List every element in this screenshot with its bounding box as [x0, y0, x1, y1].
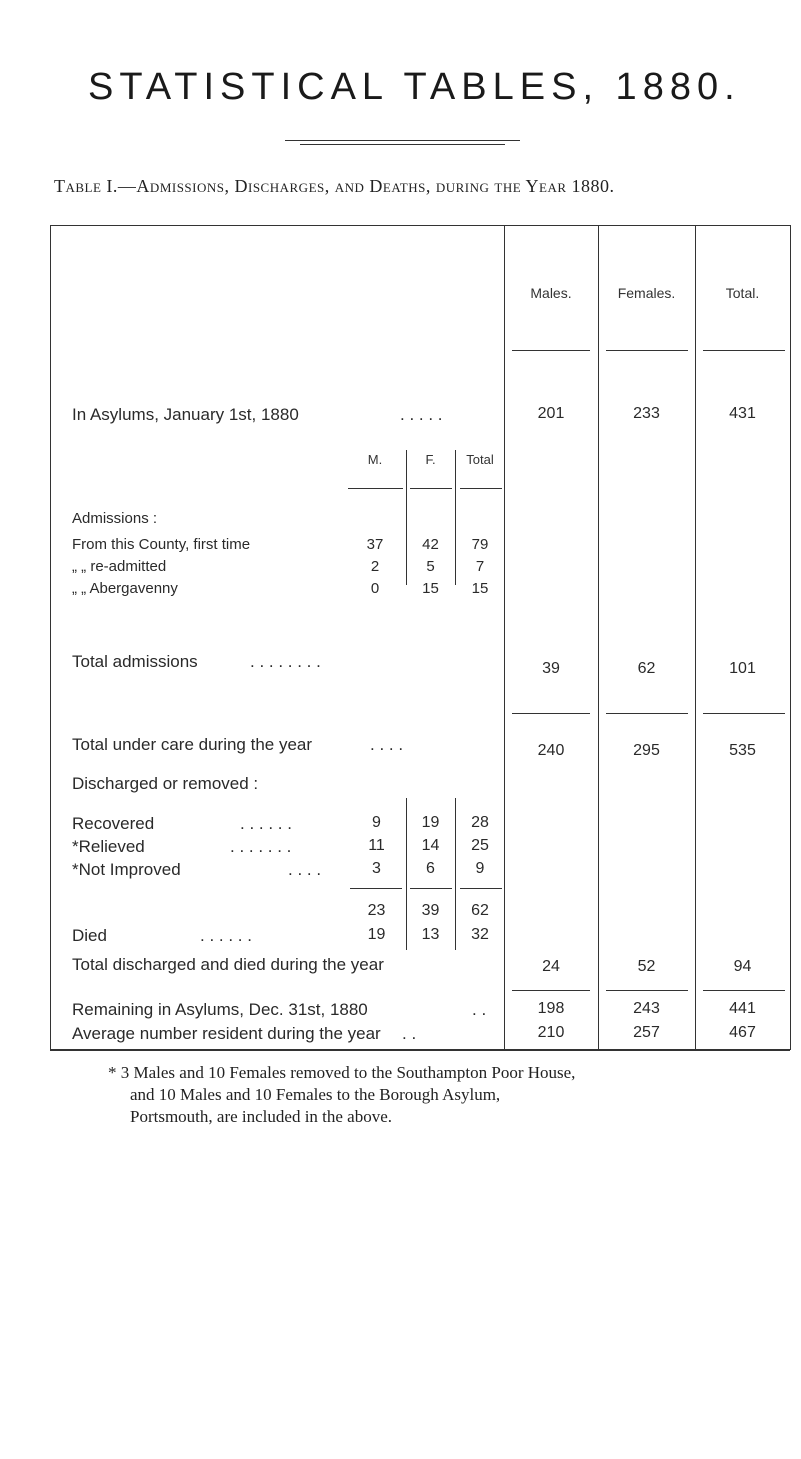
discharge-row-f: 6 [426, 860, 435, 877]
row-leader-average: . . [402, 1024, 417, 1043]
rule-after-discharged-males [512, 990, 590, 991]
rule-after-discharged-females [606, 990, 688, 991]
discharge-row-leader: . . . . [288, 860, 322, 879]
died-m: 19 [367, 926, 386, 943]
cell-total-admissions-females: 62 [637, 660, 656, 677]
discharge-row-label: Recovered [72, 814, 155, 833]
row-leader-total-under-care: . . . . [370, 735, 404, 754]
cell-in-asylums-females: 233 [633, 405, 660, 422]
discharge-row-m: 11 [368, 837, 385, 854]
row-label-average: Average number resident during the year [72, 1024, 381, 1043]
col-divider-males [504, 225, 505, 1050]
discharge-subtotal-m: 23 [367, 902, 386, 919]
discharge-subtotal-total: 62 [471, 902, 489, 919]
discharge-row-total: 28 [471, 814, 489, 831]
table-right-border [790, 225, 791, 1050]
row-label-remaining: Remaining in Asylums, Dec. 31st, 1880 [72, 1000, 368, 1019]
discharge-row-label: *Relieved [72, 837, 145, 856]
row-label-total-under-care: Total under care during the year [72, 735, 313, 754]
discharge-row-m: 3 [372, 860, 381, 877]
col-divider-females [598, 225, 599, 1050]
heading-rule-2 [300, 144, 505, 145]
subheader-rule-f [410, 488, 452, 489]
row-label-in-asylums: In Asylums, January 1st, 1880 [72, 405, 299, 424]
admission-row-f: 5 [426, 558, 435, 575]
discharge-row-m: 9 [372, 814, 381, 831]
admissions-label: Admissions : [72, 510, 158, 527]
row-leader-total-admissions: . . . . . . . . [250, 652, 321, 671]
subheader-rule-total [460, 488, 502, 489]
footnote-line-2: and 10 Males and 10 Females to the Borough Asylum, [130, 1085, 501, 1104]
discharge-row-f: 19 [421, 814, 440, 831]
admission-row-m: 0 [370, 580, 380, 597]
rule-after-admissions-total [703, 713, 785, 714]
table-bottom-border [50, 1049, 790, 1051]
table-caption: Table I.—Admissions, Discharges, and Deaths, during the Year 1880. [54, 176, 615, 196]
cell-in-asylums-total: 431 [729, 405, 756, 422]
col-divider-total [695, 225, 696, 1050]
footnote-line-3: Portsmouth, are included in the above. [130, 1107, 393, 1126]
discharge-subtotal-f: 39 [421, 902, 440, 919]
cell-average-males: 210 [537, 1024, 565, 1041]
subcol-divider-1 [406, 450, 407, 585]
discharge-subtotal-rule-f [410, 888, 452, 889]
header-rule-total [703, 350, 785, 351]
cell-average-total: 467 [729, 1024, 756, 1041]
page-heading: STATISTICAL TABLES, 1880. [88, 66, 741, 108]
subheader-rule-m [348, 488, 403, 489]
cell-in-asylums-males: 201 [537, 405, 565, 422]
rule-after-discharged-total [703, 990, 785, 991]
discharge-row-leader: . . . . . . . [230, 837, 292, 856]
admission-row-total: 15 [471, 580, 489, 597]
cell-average-females: 257 [633, 1024, 660, 1041]
table-top-border [50, 225, 790, 226]
discharge-subtotal-rule-m [350, 888, 402, 889]
row-label-total-admissions: Total admissions [72, 652, 198, 671]
discharge-row-f: 14 [421, 837, 440, 854]
cell-total-under-care-females: 295 [633, 742, 660, 759]
table-left-border [50, 225, 51, 1050]
subheader-total: Total [466, 452, 494, 467]
cell-remaining-females: 243 [633, 1000, 660, 1017]
header-total: Total. [725, 285, 760, 301]
admission-row-label: From this County, first time [72, 536, 251, 553]
header-females: Females. [617, 285, 676, 301]
discharge-row-label: *Not Improved [72, 860, 181, 879]
admission-row-label: „ „ Abergavenny [72, 580, 178, 597]
died-subcol-divider-1 [406, 900, 407, 950]
admission-row-total: 7 [475, 558, 485, 575]
row-label-total-discharged: Total discharged and died during the year [72, 955, 384, 974]
cell-total-admissions-males: 39 [542, 660, 560, 677]
header-males: Males. [530, 285, 572, 301]
header-rule-females [606, 350, 688, 351]
subheader-f: F. [425, 452, 436, 467]
died-subcol-divider-2 [455, 900, 456, 950]
subheader-m: M. [367, 452, 383, 467]
rule-after-admissions-females [606, 713, 688, 714]
cell-remaining-males: 198 [537, 1000, 565, 1017]
row-label-died: Died [72, 926, 107, 945]
discharge-row-total: 25 [471, 837, 489, 854]
discharge-subtotal-rule-total [460, 888, 502, 889]
admission-row-total: 79 [471, 536, 489, 553]
died-f: 13 [421, 926, 440, 943]
admission-row-label: „ „ re-admitted [72, 558, 167, 575]
admission-row-m: 2 [370, 558, 380, 575]
admission-row-m: 37 [366, 536, 384, 553]
heading-rule [285, 140, 520, 141]
header-rule-males [512, 350, 590, 351]
discharged-label: Discharged or removed : [72, 774, 259, 793]
cell-total-discharged-males: 24 [542, 958, 560, 975]
cell-total-under-care-total: 535 [729, 742, 756, 759]
discharge-row-leader: . . . . . . [240, 814, 292, 833]
died-total: 32 [471, 926, 489, 943]
cell-remaining-total: 441 [729, 1000, 756, 1017]
cell-total-admissions-total: 101 [729, 660, 756, 677]
row-leader-in-asylums: . . . . . [400, 405, 443, 424]
cell-total-discharged-total: 94 [733, 958, 752, 975]
row-leader-remaining: . . [472, 1000, 487, 1019]
cell-total-under-care-males: 240 [537, 742, 565, 759]
footnote-line-1: * 3 Males and 10 Females removed to the Southampton Poor House, [108, 1063, 576, 1082]
rule-after-admissions-males [512, 713, 590, 714]
admission-row-f: 15 [422, 580, 439, 597]
cell-total-discharged-females: 52 [637, 958, 656, 975]
discharge-row-total: 9 [475, 860, 485, 877]
admission-row-f: 42 [422, 536, 439, 553]
row-leader-died: . . . . . . [200, 926, 252, 945]
